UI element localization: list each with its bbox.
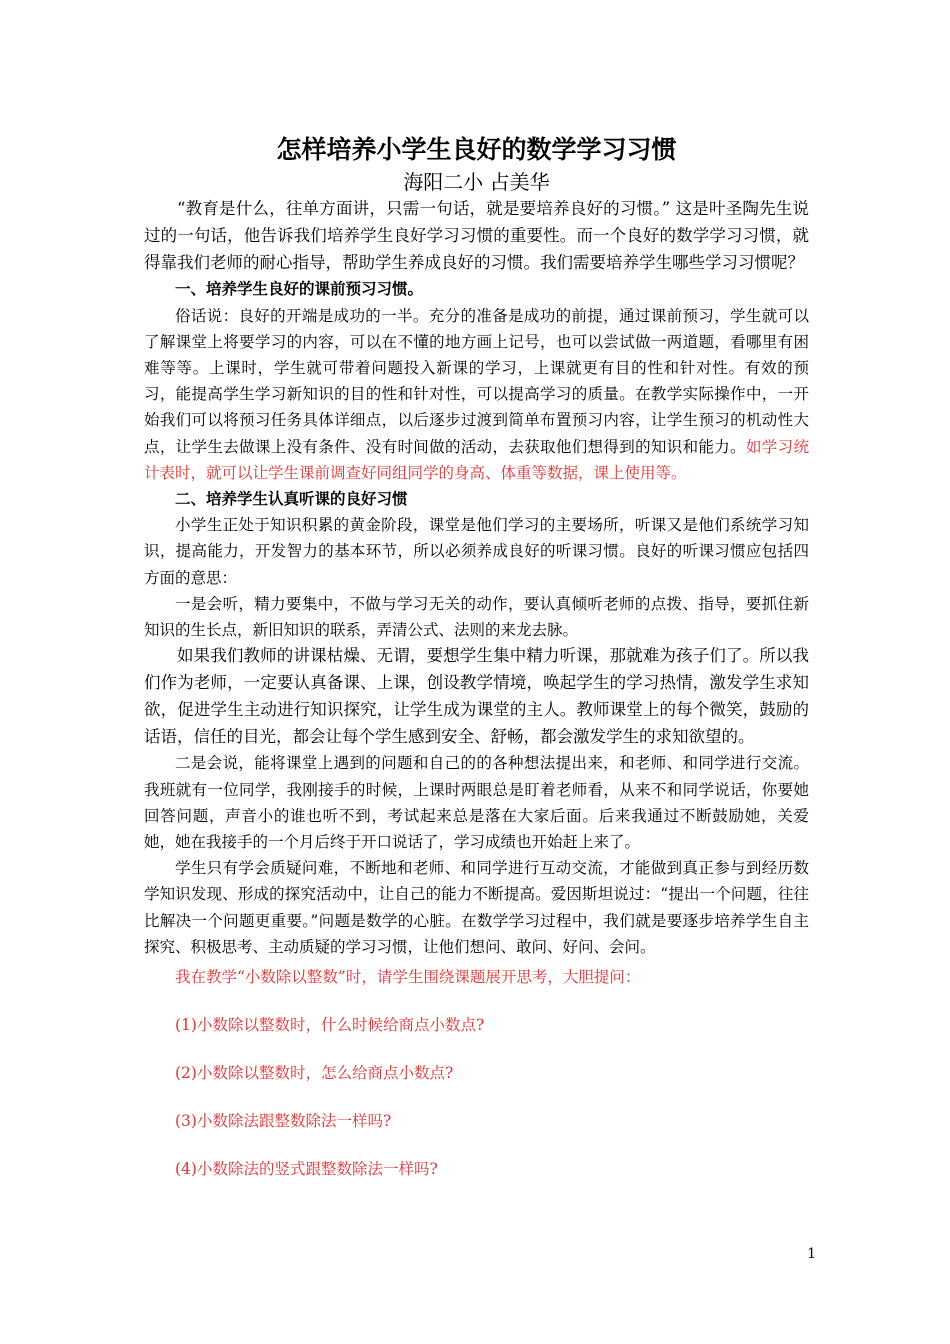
author-line: 海阳二小 占美华 [403,170,550,194]
section-2-paragraph-2: 一是会听，精力要集中，不做与学习无关的动作，要认真倾听老师的点拨、指导，要抓住新知识的生长点，新旧知识的联系，弄清公式、法则的来龙去脉。 [144,594,809,640]
page-title: 怎样培养小学生良好的数学学习习惯 [276,135,677,164]
question-item: (2)小数除以整数时，怎么给商点小数点? [175,1064,454,1083]
intro-paragraph: “教育是什么，往单方面讲，只需一句话，就是要培养良好的习惯。” 这是叶圣陶先生说过的一句话，他告诉我们培养学生良好学习习惯的重要性。而一个良好的数学学习习惯，就得靠我们老师的耐心指导，帮助学生养成良好的习惯。我们需要培养学生哪些学习习惯呢？ [144,199,809,272]
document-content [144,132,809,1204]
question-item: (1)小数除以整数时，什么时候给商点小数点? [175,1016,485,1035]
question-item: (4)小数除法的竖式跟整数除法一样吗? [175,1160,438,1179]
section-1-red-example: 如学习统计表时，就可以让学生课前调查好同组同学的身高、体重等数据，课上使用等。 [144,437,809,482]
section-2-paragraph-3: 如果我们教师的讲课枯燥、无谓，要想学生集中精力听课，那就难为孩子们了。所以我们作为老师，一定要认真备课、上课，创设教学情境，唤起学生的学习热情，激发学生求知欲，促进学生主动进行知识探究，让学生成为课堂的主人。教师课堂上的每个微笑，鼓励的话语，信任的目光，都会让每个学生感到安全、舒畅，都会激发学生的求知欲望的。 [144,646,809,746]
section-2-paragraph-1: 小学生正处于知识积累的黄金阶段，课堂是他们学习的主要场所，听课又是他们系统学习知识，提高能力，开发智力的基本环节，所以必须养成良好的听课习惯。良好的听课习惯应包括四方面的意思： [144,516,809,587]
section-2-heading: 二、培养学生认真听课的良好习惯 [175,489,408,509]
question-list [144,1012,809,1182]
page-number: 1 [807,1246,816,1262]
question-item: (3)小数除法跟整数除法一样吗? [175,1112,392,1131]
section-1-paragraph [144,303,809,486]
red-lead-text: 我在教学“小数除以整数”时，请学生围绕课题展开思考，大胆提问： [175,968,641,987]
section-1-text: 俗话说：良好的开端是成功的一半。充分的准备是成功的前提，通过课前预习，学生就可以了解课堂上将要学习的内容，可以在不懂的地方画上记号，也可以尝试做一两道题，看哪里有困难等等。上课时，学生就可带着问题投入新课的学习，上课就更有目的性和针对性。有效的预习，能提高学生学习新知识的目的性和针对性，可以提高学习的质量。在教学实际操作中，一开始我们可以将预习任务具体详细点，以后逐步过渡到简单布置预习内容，让学生预习的机动性大点，让学生去做课上没有条件、没有时间做的活动，去获取他们想得到的知识和能力。 [144,306,809,456]
section-2-paragraph-5: 学生只有学会质疑问难，不断地和老师、和同学进行互动交流，才能做到真正参与到经历数学知识发现、形成的探究活动中，让自己的能力不断提高。爱因斯坦说过：“提出一个问题，往往比解决一个问题更重要。”问题是数学的心脏。在数学学习过程中，我们就是要逐步培养学生自主探究、积极思考、主动质疑的学习习惯，让他们想问、敢问、好问、会问。 [144,859,809,956]
section-1-heading: 一、培养学生良好的课前预习习惯。 [175,279,424,299]
section-2-paragraph-4: 二是会说，能将课堂上遇到的问题和自己的的各种想法提出来，和老师、和同学进行交流。我班就有一位同学，我刚接手的时候，上课时两眼总是盯着老师看，从来不和同学说话，你要她回答问题，声音小的谁也听不到，考试起来总是落在大家后面。后来我通过不断鼓励她，关爱她，她在我接手的一个月后终于开口说话了，学习成绩也开始赶上来了。 [144,754,809,852]
